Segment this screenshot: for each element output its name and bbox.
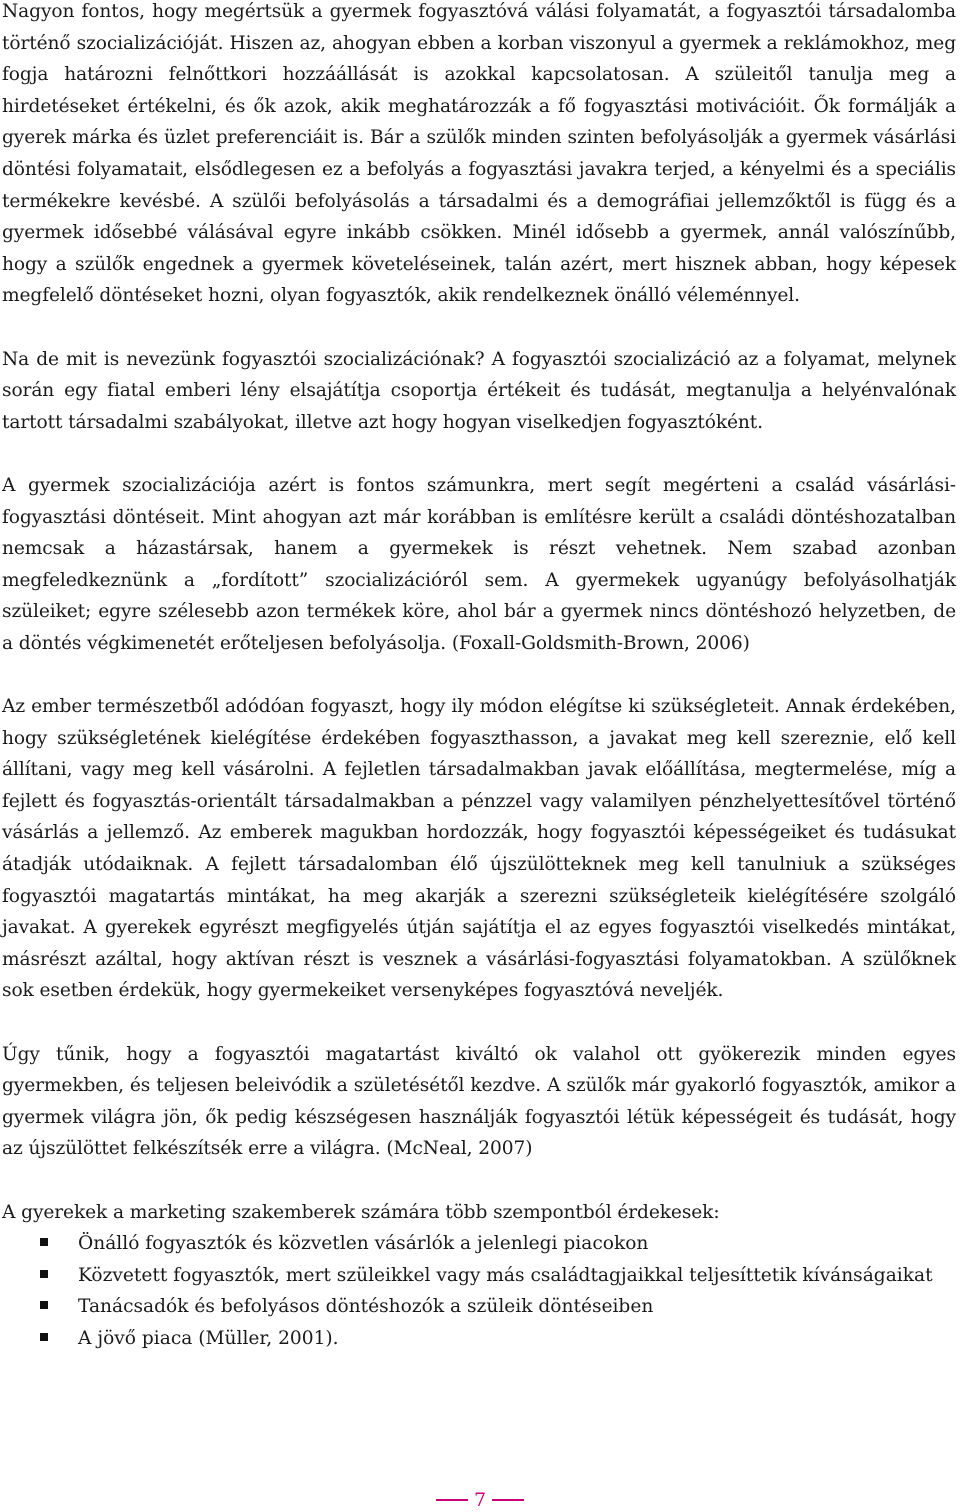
footer-dash-right xyxy=(492,1499,524,1501)
list-item xyxy=(40,1260,956,1292)
list-item xyxy=(40,1323,956,1355)
list-item-text: Tanácsadók és befolyásos döntéshozók a szüleik döntéseiben xyxy=(78,1296,654,1318)
paragraph-socialization-intro: Nagyon fontos, hogy megértsük a gyermek fogyasztóvá válási folyamatát, a fogyasztói társadalomba történő szocializációját. Hiszen az, ahogyan ebben a korban viszonyul a gyermek a reklámokhoz, meg fogja határozni felnőttkori hozzáállását is azokkal kapcsolatosan. A szüleitől tanulja meg a hirdetéseket értékelni, és ők azok, akik meghatározzák a fő fogyasztási motivációit. Ők formálják a gyerek márka és üzlet preferenciáit is. Bár a szülők minden szinten befolyásolják a gyermek vásárlási döntési folyamatait, elsődlegesen ez a befolyás a fogyasztási javakra terjed, a kényelmi és a speciális termékekre kevésbé. A szülői befolyásolás a társadalmi és a demográfiai jellemzőktől is függ és a gyermek idősebbé válásával egyre inkább csökken. Minél idősebb a gyermek, annál valószínűbb, hogy a szülők engednek a gyermek követeléseinek, talán azért, mert hisznek abban, hogy képesek megfelelő döntéseket hozni, olyan fogyasztók, akik rendelkeznek önálló véleménnyel. xyxy=(2,1,956,307)
bullet-list xyxy=(2,1228,956,1354)
page-number: 7 xyxy=(473,1489,487,1511)
paragraph-definition: Na de mit is nevezünk fogyasztói szocializációnak? A fogyasztói szocializáció az a folyamat, melynek során egy fiatal emberi lény elsajátítja csoportja értékeit és tudását, megtanulja a helyénvalónak tartott társadalmi szabályokat, illetve azt hogy hogyan viselkedjen fogyasztóként. xyxy=(2,348,956,433)
list-item xyxy=(40,1228,956,1260)
square-bullet-icon xyxy=(40,1333,48,1341)
list-item-text: Közvetett fogyasztók, mert szüleikkel vagy más családtagjaikkal teljesíttetik kívánságaikat xyxy=(78,1264,933,1286)
square-bullet-icon xyxy=(40,1238,48,1246)
square-bullet-icon xyxy=(40,1270,48,1278)
list-item-text: A jövő piaca (Müller, 2001). xyxy=(78,1327,339,1349)
paragraph-consumption-needs: Az ember természetből adódóan fogyaszt, hogy ily módon elégítse ki szükségleteit. Annak érdekében, hogy szükségletének kielégítése érdekében fogyaszthasson, a javakat meg kell szereznie, elő kell állítani, vagy meg kell vásárolni. A fejletlen társadalmakban javak előállítása, megtermelése, míg a fejlett és fogyasztás-orientált társadalmakban a pénzzel vagy valamilyen pénzhelyettesítővel történő vásárlás a jellemző. Az emberek magukban hordozzák, hogy fogyasztói képességeiket és tudásukat átadják utódaiknak. A fejlett társadalomban élő újszülötteknek meg kell tanulniuk a szükséges fogyasztói magatartás mintákat, ha meg akarják a szerezni szükségleteik kielégítésére szolgáló javakat. A gyerekek egyrészt megfigyelés útján sajátítja el az egyes fogyasztói viselkedés mintákat, másrészt azáltal, hogy aktívan részt is vesznek a vásárlási-fogyasztási folyamatokban. A szülőknek sok esetben érdekük, hogy gyermekeiket versenyképes fogyasztóvá neveljék. xyxy=(2,696,956,1002)
list-item-text: Önálló fogyasztók és közvetlen vásárlók a jelenlegi piacokon xyxy=(78,1233,649,1255)
list-item xyxy=(40,1291,956,1323)
square-bullet-icon xyxy=(40,1301,48,1309)
paragraph-list-intro: A gyerekek a marketing szakemberek számára több szempontból érdekesek: xyxy=(2,1201,720,1223)
paragraph-family-decisions: A gyermek szocializációja azért is fontos számunkra, mert segít megérteni a család vásárlási-fogyasztási döntéseit. Mint ahogyan azt már korábban is említésre került a családi döntéshozatalban nemcsak a házastársak, hanem a gyermekek is részt vehetnek. Nem szabad azonban megfeledkeznünk a „fordított” szocializációról sem. A gyermekek ugyanúgy befolyásolhatják szüleiket; egyre szélesebb azon termékek köre, ahol bár a gyermek nincs döntéshozó helyzetben, de a döntés végkimenetét erőteljesen befolyásolja. (Foxall-Goldsmith-Brown, 2006) xyxy=(2,474,956,654)
page-footer xyxy=(0,1487,960,1512)
footer-dash-left xyxy=(436,1499,468,1501)
paragraph-newborn-consumer: Úgy tűnik, hogy a fogyasztói magatartást kiváltó ok valahol ott gyökerezik minden egyes gyermekben, és teljesen beleivódik a születésétől kezdve. A szülők már gyakorló fogyasztók, amikor a gyermek világra jön, ők pedig készségesen használják fogyasztói létük képességeit és tudását, hogy az újszülöttet felkészítsék erre a világra. (McNeal, 2007) xyxy=(2,1043,956,1160)
